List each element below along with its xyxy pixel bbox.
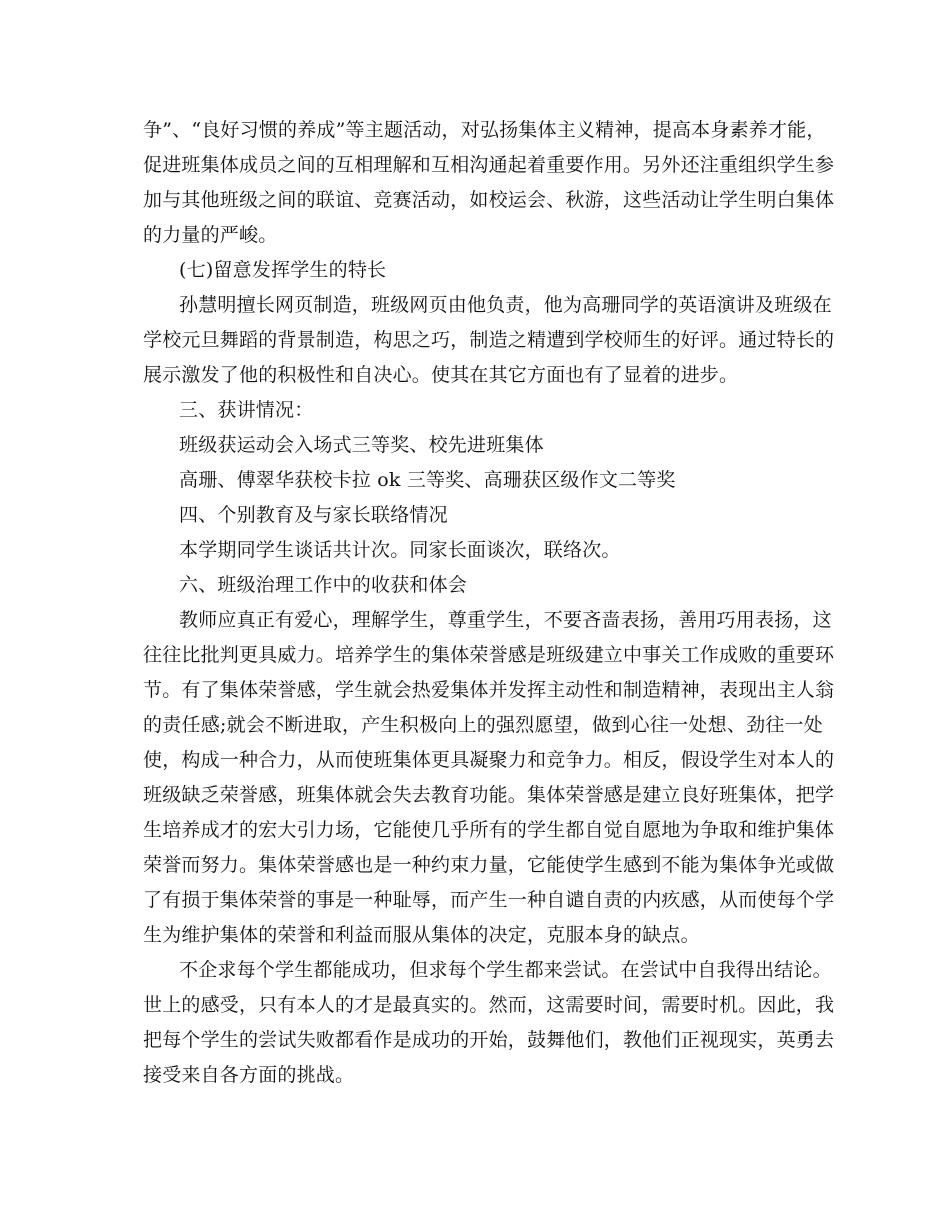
paragraph-trying <box>143 953 835 1093</box>
text-line: 促进班集体成员之间的互相理解和互相沟通起着重要作用。另外还注重组织学生参 <box>143 154 835 176</box>
text-line: 把每个学生的尝试失败都看作是成功的开始，鼓舞他们，教他们正视现实，英勇去 <box>143 1029 835 1051</box>
paragraph-collective-honor <box>143 603 835 953</box>
paragraph-student-talents <box>143 288 835 393</box>
parent-contact-line: 本学期同学生谈话共计次。同家长面谈次，联络次。 <box>179 539 621 561</box>
section-heading-4: 四、个别教育及与家长联络情况 <box>179 504 448 526</box>
section-heading-6: 六、班级治理工作中的收获和体会 <box>179 574 468 596</box>
text-line: 加与其他班级之间的联谊、竞赛活动，如校运会、秋游，这些活动让学生明白集体 <box>143 189 835 211</box>
text-line: 孙慧明擅长网页制造，班级网页由他负责，他为高珊同学的英语演讲及班级在 <box>179 294 832 316</box>
text-line: 学校元旦舞蹈的背景制造，构思之巧，制造之精遭到学校师生的好评。通过特长的 <box>143 329 835 351</box>
text-line: 节。有了集体荣誉感，学生就会热爱集体并发挥主动性和制造精神，表现出主人翁 <box>143 679 835 701</box>
text-line: 往往比批判更具威力。培养学生的集体荣誉感是班级建立中事关工作成败的重要环 <box>143 644 835 666</box>
text-line: 班级缺乏荣誉感，班集体就会失去教育功能。集体荣誉感是建立良好班集体，把学 <box>143 784 835 806</box>
text-line: 生培养成才的宏大引力场，它能使几乎所有的学生都自觉自愿地为争取和维护集体 <box>143 819 835 841</box>
text-line: 使，构成一种合力，从而使班集体更具凝聚力和竞争力。相反，假设学生对本人的 <box>143 749 835 771</box>
text-line: 展示激发了他的积极性和自决心。使其在其它方面也有了显着的进步。 <box>143 364 739 386</box>
text-line: 荣誉而努力。集体荣誉感也是一种约束力量，它能使学生感到不能为集体争光或做 <box>143 854 835 876</box>
text-line: 教师应真正有爱心，理解学生，尊重学生，不要吝啬表扬，善用巧用表扬，这 <box>179 609 832 631</box>
text-line: 世上的感受，只有本人的才是最真实的。然而，这需要时间，需要时机。因此，我 <box>143 994 835 1016</box>
text-line: 的责任感;就会不断进取，产生积极向上的强烈愿望，做到心往一处想、劲往一处 <box>143 714 823 736</box>
text-line: 接受来自各方面的挑战。 <box>143 1064 355 1086</box>
document-body <box>143 113 835 1093</box>
text-line: 了有损于集体荣誉的事是一种耻辱，而产生一种自谴自责的内疚感，从而使每个学 <box>143 889 835 911</box>
text-line: 的力量的严峻。 <box>143 224 278 246</box>
text-line: 争”、“良好习惯的养成”等主题活动，对弘扬集体主义精神，提高本身素养才能， <box>143 119 826 141</box>
section-heading-3: 三、获讲情况： <box>179 399 314 421</box>
text-line: 生为维护集体的荣誉和利益而服从集体的决定，克服本身的缺点。 <box>143 924 700 946</box>
award-line-1: 班级获运动会入场式三等奖、校先进班集体 <box>179 434 544 456</box>
section-heading-7: (七)留意发挥学生的特长 <box>179 259 387 281</box>
award-line-2: 高珊、傅翠华获校卡拉 ok 三等奖、高珊获区级作文二等奖 <box>179 469 676 491</box>
text-line: 不企求每个学生都能成功，但求每个学生都来尝试。在尝试中自我得出结论。 <box>179 959 832 981</box>
paragraph-collective-activities <box>143 113 835 253</box>
